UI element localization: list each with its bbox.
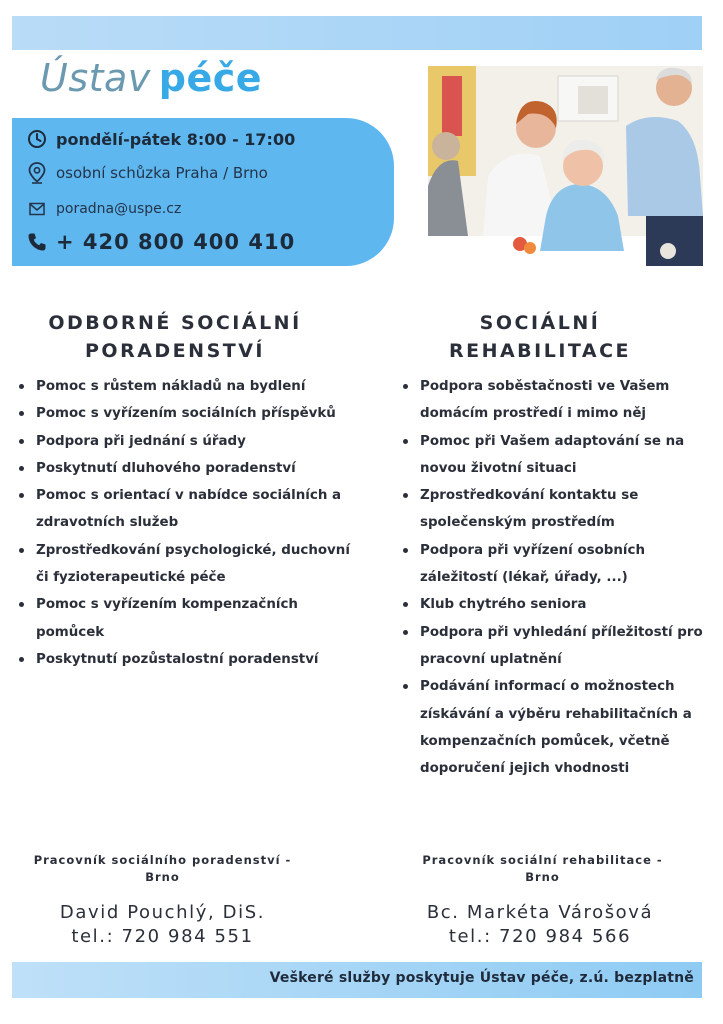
rehabilitation-worker-name: Bc. Markéta Várošová xyxy=(426,902,654,923)
counseling-worker-role-line2: Brno xyxy=(145,870,180,884)
list-item: Poskytnutí pozůstalostní poradenství xyxy=(16,646,356,673)
counseling-worker-role-line1: Pracovník sociálního poradenství - xyxy=(33,853,292,867)
location-pin-icon xyxy=(26,162,48,184)
rehabilitation-worker-phone[interactable]: tel.: 720 984 566 xyxy=(448,926,632,947)
email-contact[interactable] xyxy=(26,198,181,220)
section-title-counseling-line1: ODBORNÉ SOCIÁLNÍ xyxy=(48,312,302,334)
list-item: Podpora při jednání s úřady xyxy=(16,428,356,455)
list-item: Zprostředkování kontaktu se společenským prostředím xyxy=(400,482,705,537)
counseling-worker-contact xyxy=(10,901,315,949)
list-item: Klub chytrého seniora xyxy=(400,591,705,618)
section-title-counseling xyxy=(20,309,330,365)
section-title-rehabilitation-line1: SOCIÁLNÍ xyxy=(479,312,601,334)
top-decorative-band xyxy=(12,16,702,50)
list-item: Podávání informací o možnostech získávání a výběru rehabilitačních a kompenzačních pomůcek, včetně doporučení jejich vhodnosti xyxy=(400,673,705,782)
rehabilitation-services-list xyxy=(400,373,705,782)
rehabilitation-worker-contact xyxy=(385,901,695,949)
list-item: Pomoc s orientací v nabídce sociálních a zdravotních služeb xyxy=(16,482,356,537)
opening-hours xyxy=(26,128,295,150)
seniors-group-photo xyxy=(428,66,703,266)
counseling-worker-name: David Pouchlý, DiS. xyxy=(59,902,266,923)
logo-word-pece: péče xyxy=(158,56,263,100)
counseling-worker-phone[interactable]: tel.: 720 984 551 xyxy=(71,926,254,947)
phone-number[interactable]: + 420 800 400 410 xyxy=(56,230,296,254)
rehabilitation-worker-role-line1: Pracovník sociální rehabilitace - xyxy=(422,853,663,867)
footer-free-services-note: Veškeré služby poskytuje Ústav péče, z.ú. bezplatně xyxy=(269,970,694,986)
section-title-counseling-line2: PORADENSTVÍ xyxy=(85,340,265,362)
footer-band xyxy=(12,962,702,998)
opening-hours-text: pondělí-pátek 8:00 - 17:00 xyxy=(56,129,296,149)
meeting-location-text: osobní schůzka Praha / Brno xyxy=(56,164,268,182)
rehabilitation-worker-role xyxy=(395,852,690,886)
email-link[interactable]: poradna@uspe.cz xyxy=(56,201,182,217)
list-item: Pomoc s vyřízením sociálních příspěvků xyxy=(16,400,356,427)
rehabilitation-worker-role-line2: Brno xyxy=(525,870,560,884)
phone-contact[interactable] xyxy=(26,230,295,254)
section-title-rehabilitation xyxy=(400,309,680,365)
list-item: Podpora soběstačnosti ve Vašem domácím prostředí i mimo něj xyxy=(400,373,705,428)
list-item: Pomoc s vyřízením kompenzačních pomůcek xyxy=(16,591,356,646)
section-title-rehabilitation-line2: REHABILITACE xyxy=(448,340,632,362)
clock-icon xyxy=(26,128,48,150)
phone-icon xyxy=(26,231,48,253)
mail-icon xyxy=(26,198,48,220)
counseling-worker-role xyxy=(10,852,315,886)
list-item: Zprostředkování psychologické, duchovní či fyzioterapeutické péče xyxy=(16,537,356,592)
list-item: Pomoc s růstem nákladů na bydlení xyxy=(16,373,356,400)
brand-logo xyxy=(40,56,262,100)
meeting-location xyxy=(26,162,268,184)
contact-info-box xyxy=(12,118,394,266)
list-item: Pomoc při Vašem adaptování se na novou životní situaci xyxy=(400,428,705,483)
logo-word-ustav: Ústav xyxy=(40,56,151,100)
list-item: Poskytnutí dluhového poradenství xyxy=(16,455,356,482)
list-item: Podpora při vyhledání příležitostí pro pracovní uplatnění xyxy=(400,619,705,674)
counseling-services-list xyxy=(16,373,356,673)
list-item: Podpora při vyřízení osobních záležitostí (lékař, úřady, ...) xyxy=(400,537,705,592)
